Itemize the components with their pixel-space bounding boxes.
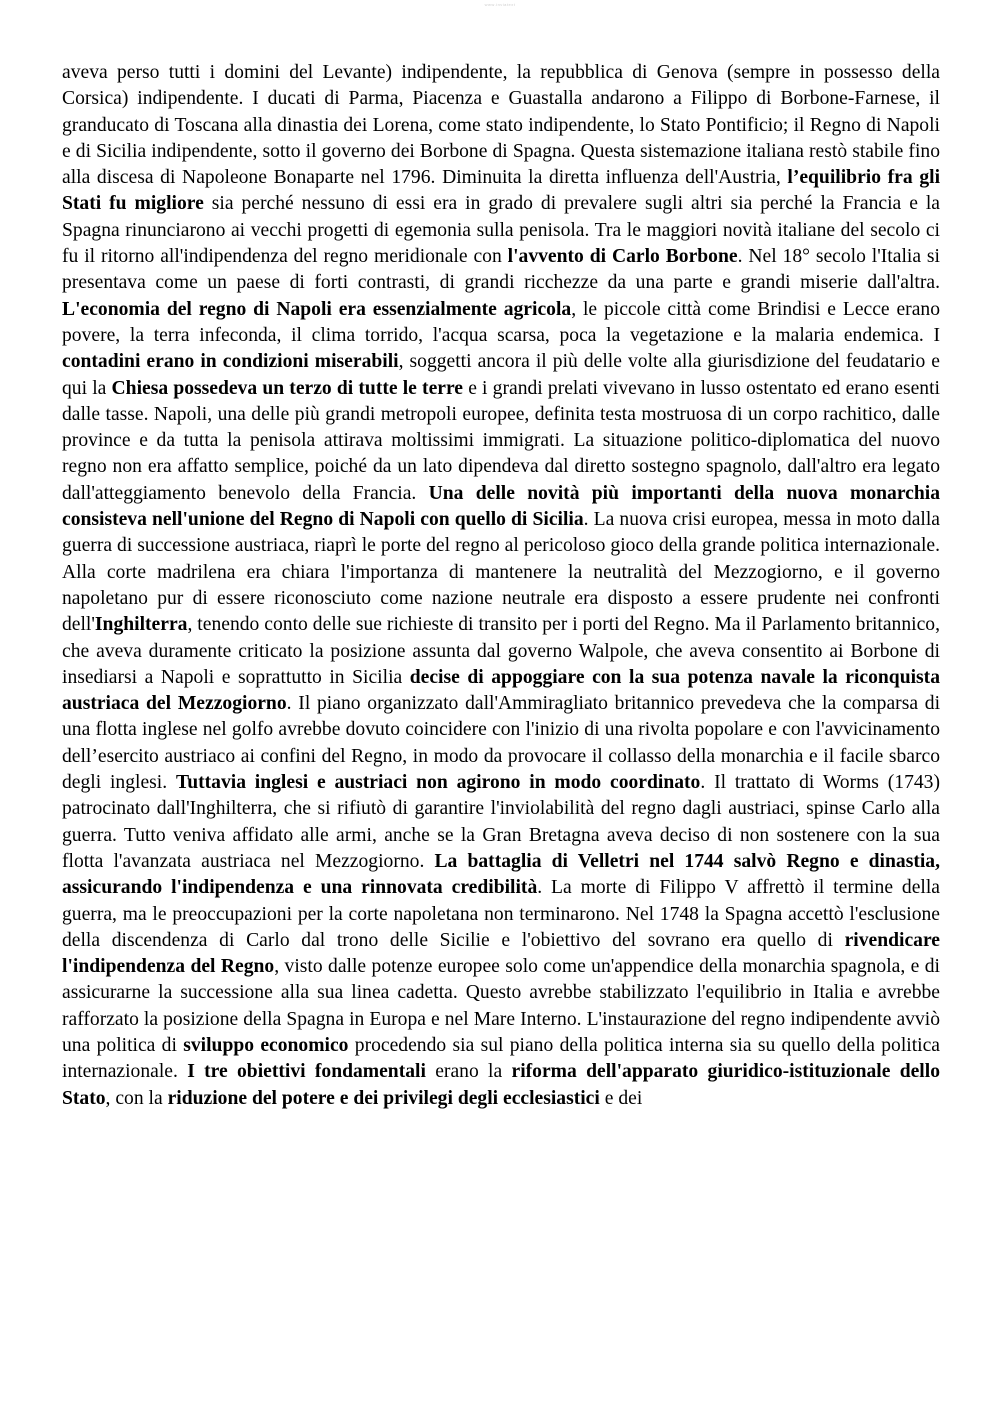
text-run: aveva perso tutti i domini del Levante) indipendente, la repubblica di Genova (sempre in possesso della Corsica) indipendente. I ducati di Parma, Piacenza e Guastalla andarono a Filippo di Borbone-Farnese, il granducato di Toscana alla dinastia dei Lorena, come stato indipendente, lo Stato Pontificio; il Regno di Napoli e di Sicilia indipendente, sotto il governo dei Borbone di Spagna. Questa sistemazione italiana restò stabile fino alla discesa di Napoleone Bonaparte nel 1796. Diminuita la diretta influenza dell'Austria,	[62, 62, 940, 189]
bold-text-run: Chiesa possedeva un terzo di tutte le terre	[111, 377, 464, 399]
text-run: . Il trattato di Worms (1743) patrocinato dall'Inghilterra, che si rifiutò di garantire l'inviolabilità del regno dagli austriaci, spinse Carlo alla guerra. Tutto veniva affidato alle armi, anche se la Gran Bretagna aveva deciso di non sostenere con la sua flotta l'avanzata austriaca nel Mezzogiorno.	[62, 772, 940, 872]
bold-text-run: rivendicare l'indipendenza del Regno	[62, 929, 940, 978]
text-run: . La nuova crisi europea, messa in moto dalla guerra di successione austriaca, riaprì le porte del regno al pericoloso gioco della grande politica internazionale. Alla corte madrilena era chiara l'importanza di mantenere la neutralità del Mezzogiorno, e il governo napoletano pur di essere riconosciuto come nazione neutrale era disposto a essere prudente nei confronti dell'	[62, 509, 940, 636]
text-run: , con la	[105, 1087, 168, 1109]
text-run: , visto dalle potenze europee solo come un'appendice della monarchia spagnola, e di assicurarne la successione alla sua linea cadetta. Questo avrebbe stabilizzato l'equilibrio in Italia e avrebbe rafforzato la posizione della Spagna in Europa e nel Mare Interno. L'instaurazione del regno indipendente avviò una politica di	[62, 956, 940, 1056]
bold-text-run: Una delle novità più importanti della nuova monarchia consisteva nell'unione del Regno di Napoli con quello di Sicilia	[62, 482, 940, 531]
bold-text-run: contadini erano in condizioni miserabili	[62, 351, 399, 373]
bold-text-run: riduzione del potere e dei privilegi degli ecclesiastici	[167, 1087, 600, 1109]
bold-text-run: l'avvento di Carlo Borbone	[507, 246, 738, 268]
bold-text-run: La battaglia di Velletri nel 1744 salvò Regno e dinastia, assicurando l'indipendenza e una rinnovata credibilità	[62, 850, 940, 899]
header-watermark: www.inviatext	[484, 2, 516, 7]
bold-text-run: decise di appoggiare con la sua potenza navale la riconquista austriaca del Mezzogiorno	[62, 666, 940, 715]
bold-text-run: Tuttavia inglesi e austriaci non agirono in modo coordinato	[175, 772, 701, 794]
text-run: , tenendo conto delle sue richieste di transito per i porti del Regno. Ma il Parlamento britannico, che aveva duramente criticato la posizione assunta dal governo Walpole, che aveva consentito ai Borbone di insediarsi a Napoli e soprattutto in Sicilia	[62, 614, 940, 688]
text-run: . Nel 18° secolo l'Italia si presentava come un paese di forti contrasti, di grandi ricchezze da una parte e grandi miserie dall'altra.	[62, 246, 940, 294]
text-run: erano la	[425, 1061, 512, 1083]
bold-text-run: sviluppo economico	[183, 1034, 349, 1056]
text-run: sia perché nessuno di essi era in grado di prevalere sugli altri sia perché la Francia e la Spagna rinunciarono ai vecchi progetti di egemonia sulla penisola. Tra le maggiori novità italiane del secolo ci fu il ritorno all'indipendenza del regno meridionale con	[62, 193, 940, 268]
text-run: . Il piano organizzato dall'Ammiragliato britannico prevedeva che la comparsa di una flotta inglese nel golfo avrebbe dovuto coincidere con l'inizio di una rivolta popolare e con l'avvicinamento dell’esercito austriaco ai confini del Regno, in modo da provocare il collasso della monarchia e il facile sbarco degli inglesi.	[62, 693, 941, 794]
text-run: , soggetti ancora il più delle volte alla giurisdizione del feudatario e qui la	[62, 351, 940, 399]
text-run: , le piccole città come Brindisi e Lecce erano povere, la terra infeconda, il clima torrido, l'acqua scarsa, poca la vegetazione e la malaria endemica. I	[62, 298, 940, 346]
text-run: procedendo sia sul piano della politica interna sia su quello della politica internazionale.	[62, 1034, 940, 1083]
text-run: e dei	[599, 1087, 643, 1109]
bold-text-run: riforma dell'apparato giuridico-istituzionale dello Stato	[62, 1061, 940, 1109]
bold-text-run: I tre obiettivi fondamentali	[187, 1061, 426, 1083]
text-run: . La morte di Filippo V affrettò il termine della guerra, ma le preoccupazioni per la corte napoletana non terminarono. Nel 1748 la Spagna accettò l'esclusione della discendenza di Carlo dal trono delle Sicilie e l'obiettivo del sovrano era quello di	[62, 877, 940, 951]
bold-text-run: l’equilibrio fra gli Stati fu migliore	[62, 167, 941, 215]
body-paragraph	[62, 60, 940, 1112]
bold-text-run: Inghilterra	[94, 614, 188, 636]
text-run: e i grandi prelati vivevano in lusso ostentato ed erano esenti dalle tasse. Napoli, una delle più grandi metropoli europee, definita testa mostruosa di un corpo rachitico, dalle province e da tutta la penisola attirava moltissimi immigrati. La situazione politico-diplomatica del nuovo regno non era affatto semplice, poiché da un lato dipendeva dal diretto sostegno spagnolo, dall'altro era legato dall'atteggiamento benevolo della Francia.	[62, 377, 940, 504]
bold-text-run: L'economia del regno di Napoli era essenzialmente agricola	[62, 298, 572, 320]
